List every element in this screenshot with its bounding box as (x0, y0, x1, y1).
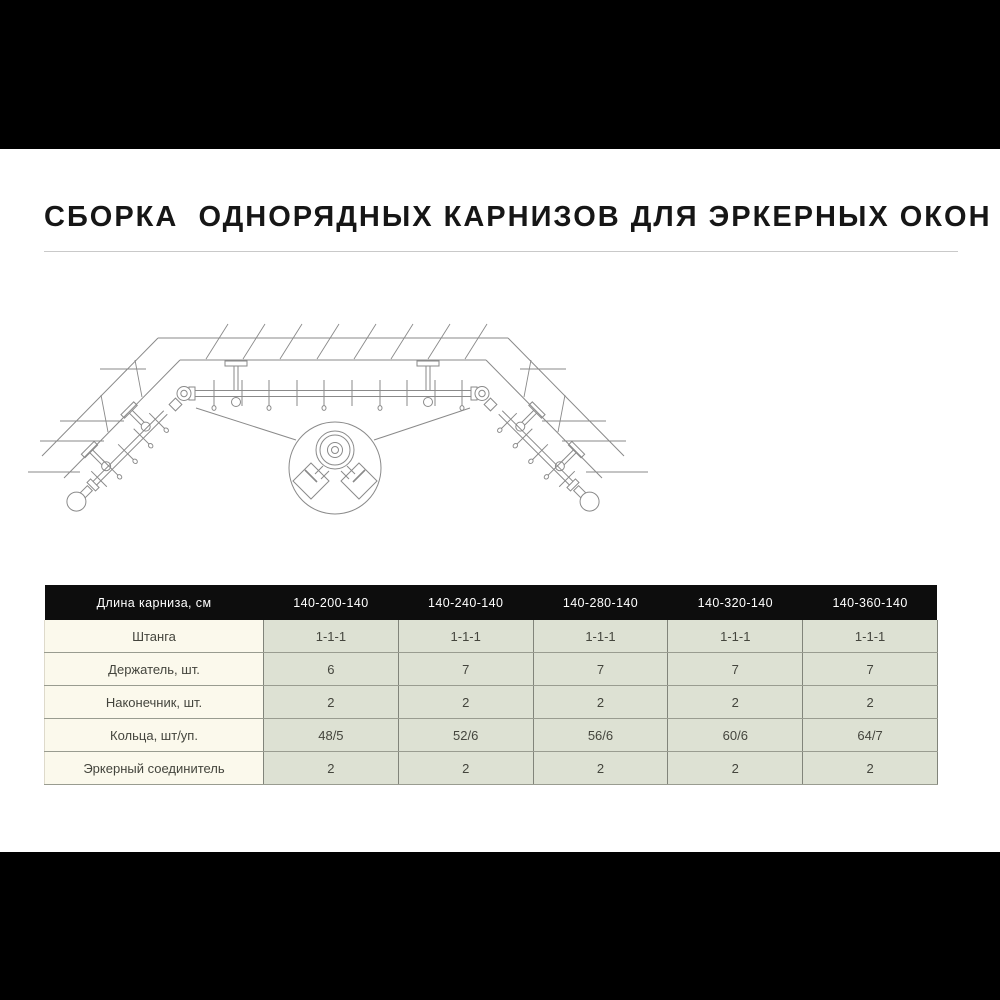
table-cell: 1-1-1 (264, 620, 399, 653)
table-cell: 7 (803, 653, 938, 686)
row-label: Наконечник, шт. (45, 686, 264, 719)
table-cell: 1-1-1 (398, 620, 533, 653)
table-cell: 1-1-1 (668, 620, 803, 653)
table-row (45, 752, 938, 785)
table-cell: 7 (398, 653, 533, 686)
table-cell: 2 (398, 686, 533, 719)
cornice-rod (189, 380, 477, 410)
table-cell: 2 (803, 686, 938, 719)
table-cell: 1-1-1 (533, 620, 668, 653)
table-cell: 2 (668, 752, 803, 785)
table-cell: 1-1-1 (803, 620, 938, 653)
row-label: Кольца, шт/уп. (45, 719, 264, 752)
table-row (45, 653, 938, 686)
assembly-spec-table (44, 585, 938, 785)
title-divider (44, 251, 958, 252)
table-cell: 56/6 (533, 719, 668, 752)
top-letterbox-bar (0, 0, 1000, 149)
column-header-size-1: 140-200-140 (264, 585, 399, 620)
table-cell: 2 (398, 752, 533, 785)
table-row (45, 620, 938, 653)
row-label: Штанга (45, 620, 264, 653)
column-header-size-3: 140-280-140 (533, 585, 668, 620)
corner-connector-left (169, 387, 191, 411)
column-header-size-5: 140-360-140 (803, 585, 938, 620)
table-cell: 2 (264, 686, 399, 719)
bay-window-cornice-diagram (28, 316, 650, 554)
table-header-row (45, 585, 938, 620)
table-cell: 7 (533, 653, 668, 686)
wall-hatching (101, 324, 565, 432)
page-title: СБОРКА ОДНОРЯДНЫХ КАРНИЗОВ ДЛЯ ЭРКЕРНЫХ ОКОН (44, 201, 992, 233)
column-header-size-2: 140-240-140 (398, 585, 533, 620)
table-cell: 52/6 (398, 719, 533, 752)
row-label: Держатель, шт. (45, 653, 264, 686)
row-label: Эркерный соединитель (45, 752, 264, 785)
bay-connector-detail (289, 422, 381, 514)
table-row (45, 719, 938, 752)
corner-connector-right (475, 387, 497, 411)
column-header-size-4: 140-320-140 (668, 585, 803, 620)
table-cell: 2 (803, 752, 938, 785)
table-cell: 2 (533, 752, 668, 785)
table-cell: 64/7 (803, 719, 938, 752)
angled-rod-left (48, 391, 176, 519)
column-header-length: Длина карниза, см (45, 585, 264, 620)
table-cell: 2 (533, 686, 668, 719)
table-cell: 7 (668, 653, 803, 686)
table-cell: 48/5 (264, 719, 399, 752)
table-cell: 6 (264, 653, 399, 686)
angled-rod-right (490, 391, 618, 519)
table-cell: 2 (668, 686, 803, 719)
table-row (45, 686, 938, 719)
table-cell: 60/6 (668, 719, 803, 752)
bottom-letterbox-bar (0, 852, 1000, 1000)
table-cell: 2 (264, 752, 399, 785)
